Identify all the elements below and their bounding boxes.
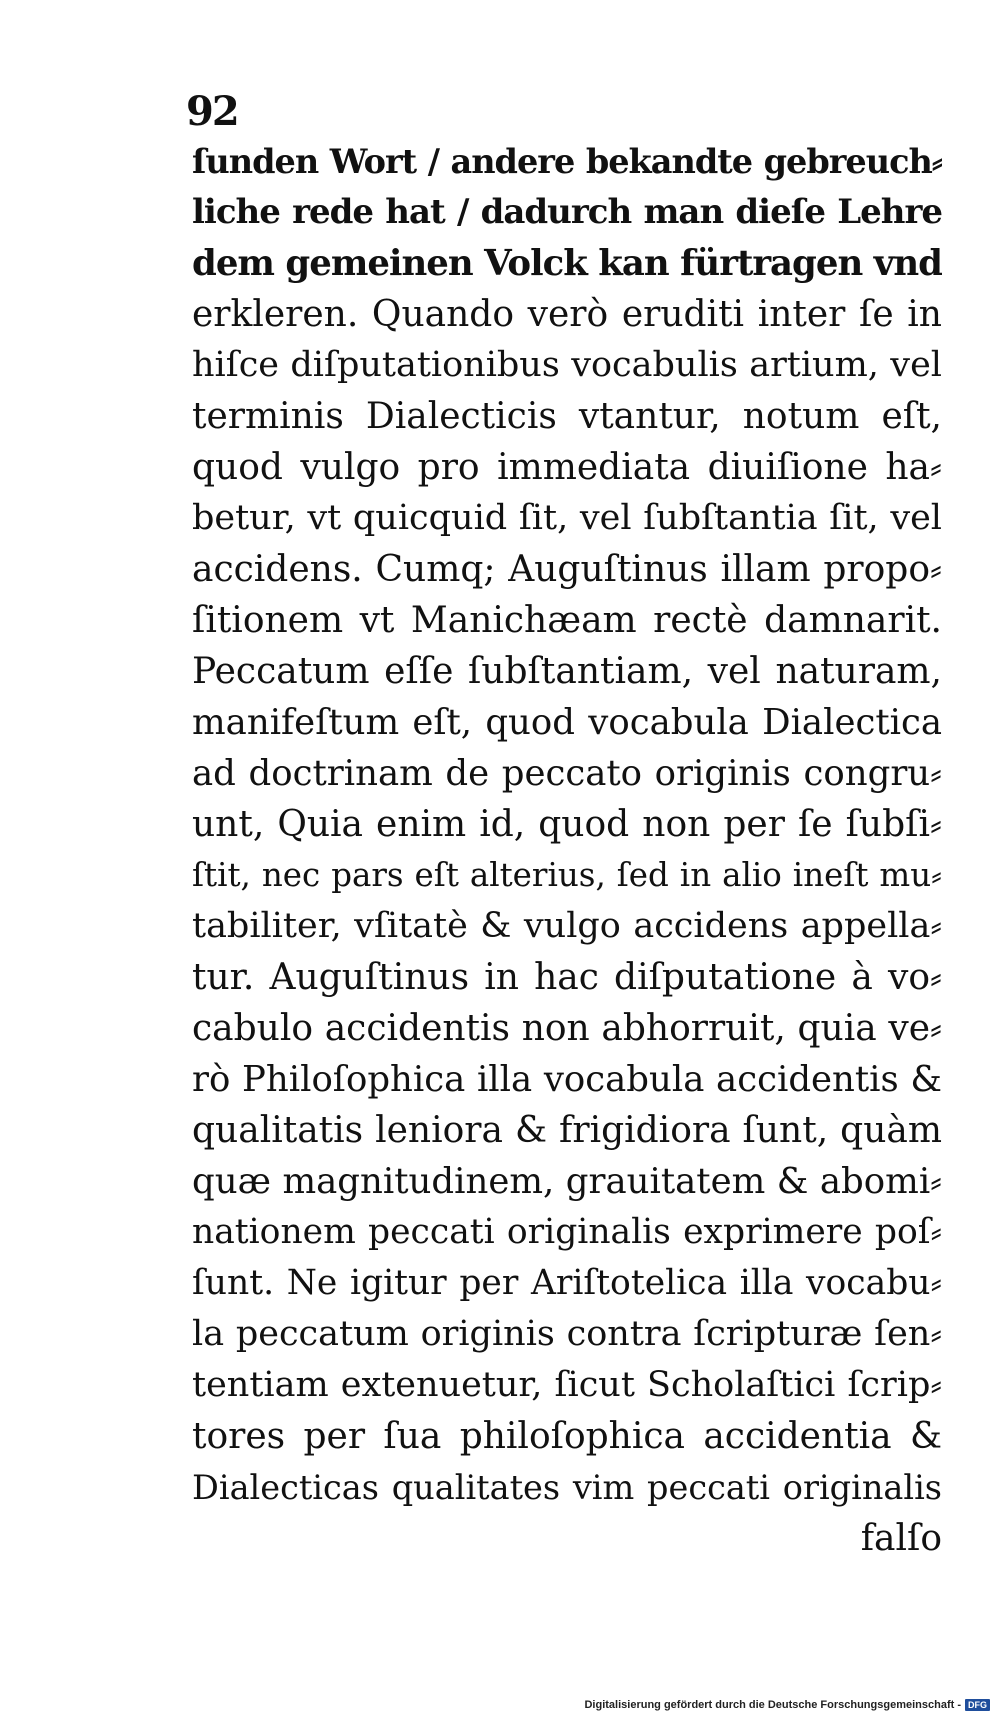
text-line: ſunt. Ne igitur per Ariſtotelica illa vocabu⸗ bbox=[192, 1263, 942, 1303]
text-line: hiſce diſputationibus vocabulis artium, vel bbox=[192, 345, 942, 385]
text-line: unt, Quia enim id, quod non per ſe ſubſi⸗ bbox=[192, 804, 942, 845]
credit-text: Digitalisierung gefördert durch die Deutsche Forschungsgemeinschaft - bbox=[584, 1699, 961, 1711]
text-line: tabiliter, vſitatè & vulgo accidens appella⸗ bbox=[192, 906, 942, 946]
page-number: 92 bbox=[186, 88, 238, 135]
text-line: tentiam extenuetur, ſicut Scholaſtici ſcrip⸗ bbox=[192, 1365, 942, 1405]
text-line: Peccatum eſſe ſubſtantiam, vel naturam, bbox=[192, 651, 942, 692]
text-line: nationem peccati originalis exprimere poſ⸗ bbox=[192, 1212, 942, 1252]
text-line: terminis Dialecticis vtantur, notum eſt, bbox=[192, 396, 942, 437]
text-line: manifeſtum eſt, quod vocabula Dialectica bbox=[192, 702, 942, 743]
text-line: betur, vt quicquid ſit, vel ſubſtantia ſit, vel bbox=[192, 498, 942, 538]
text-line: accidens. Cumq; Auguſtinus illam propo⸗ bbox=[192, 549, 942, 590]
text-line: erkleren. Quando verò eruditi inter ſe in bbox=[192, 294, 942, 335]
text-line: dem gemeinen Volck kan fürtragen vnd bbox=[192, 243, 942, 284]
text-line: quod vulgo pro immediata diuiſione ha⸗ bbox=[192, 447, 942, 488]
text-line: ſunden Wort / andere bekandte gebreuch⸗ bbox=[192, 142, 942, 181]
text-line: tur. Auguſtinus in hac diſputatione à vo⸗ bbox=[192, 957, 942, 998]
text-line: quæ magnitudinem, grauitatem & abomi⸗ bbox=[192, 1161, 942, 1202]
catchword: falſo bbox=[860, 1518, 942, 1559]
digitization-credit bbox=[584, 1699, 990, 1711]
body-text bbox=[192, 136, 942, 1564]
text-line: ſitionem vt Manichæam rectè damnarit. bbox=[192, 600, 942, 641]
text-line: ſtit, nec pars eſt alterius, ſed in alio ineſt mu⸗ bbox=[192, 856, 942, 894]
text-line: qualitatis leniora & frigidiora ſunt, quàm bbox=[192, 1110, 942, 1151]
text-line: cabulo accidentis non abhorruit, quia ve⸗ bbox=[192, 1008, 942, 1049]
text-line: Dialecticas qualitates vim peccati originalis bbox=[192, 1468, 942, 1507]
text-line: liche rede hat / dadurch man dieſe Lehre bbox=[192, 192, 942, 232]
dfg-logo-icon: DFG bbox=[965, 1699, 990, 1711]
text-line: rò Philoſophica illa vocabula accidentis & bbox=[192, 1059, 942, 1100]
text-line: la peccatum originis contra ſcripturæ ſen⸗ bbox=[192, 1314, 942, 1354]
text-line: ad doctrinam de peccato originis congru⸗ bbox=[192, 753, 942, 794]
text-line: tores per ſua philoſophica accidentia & bbox=[192, 1416, 942, 1457]
